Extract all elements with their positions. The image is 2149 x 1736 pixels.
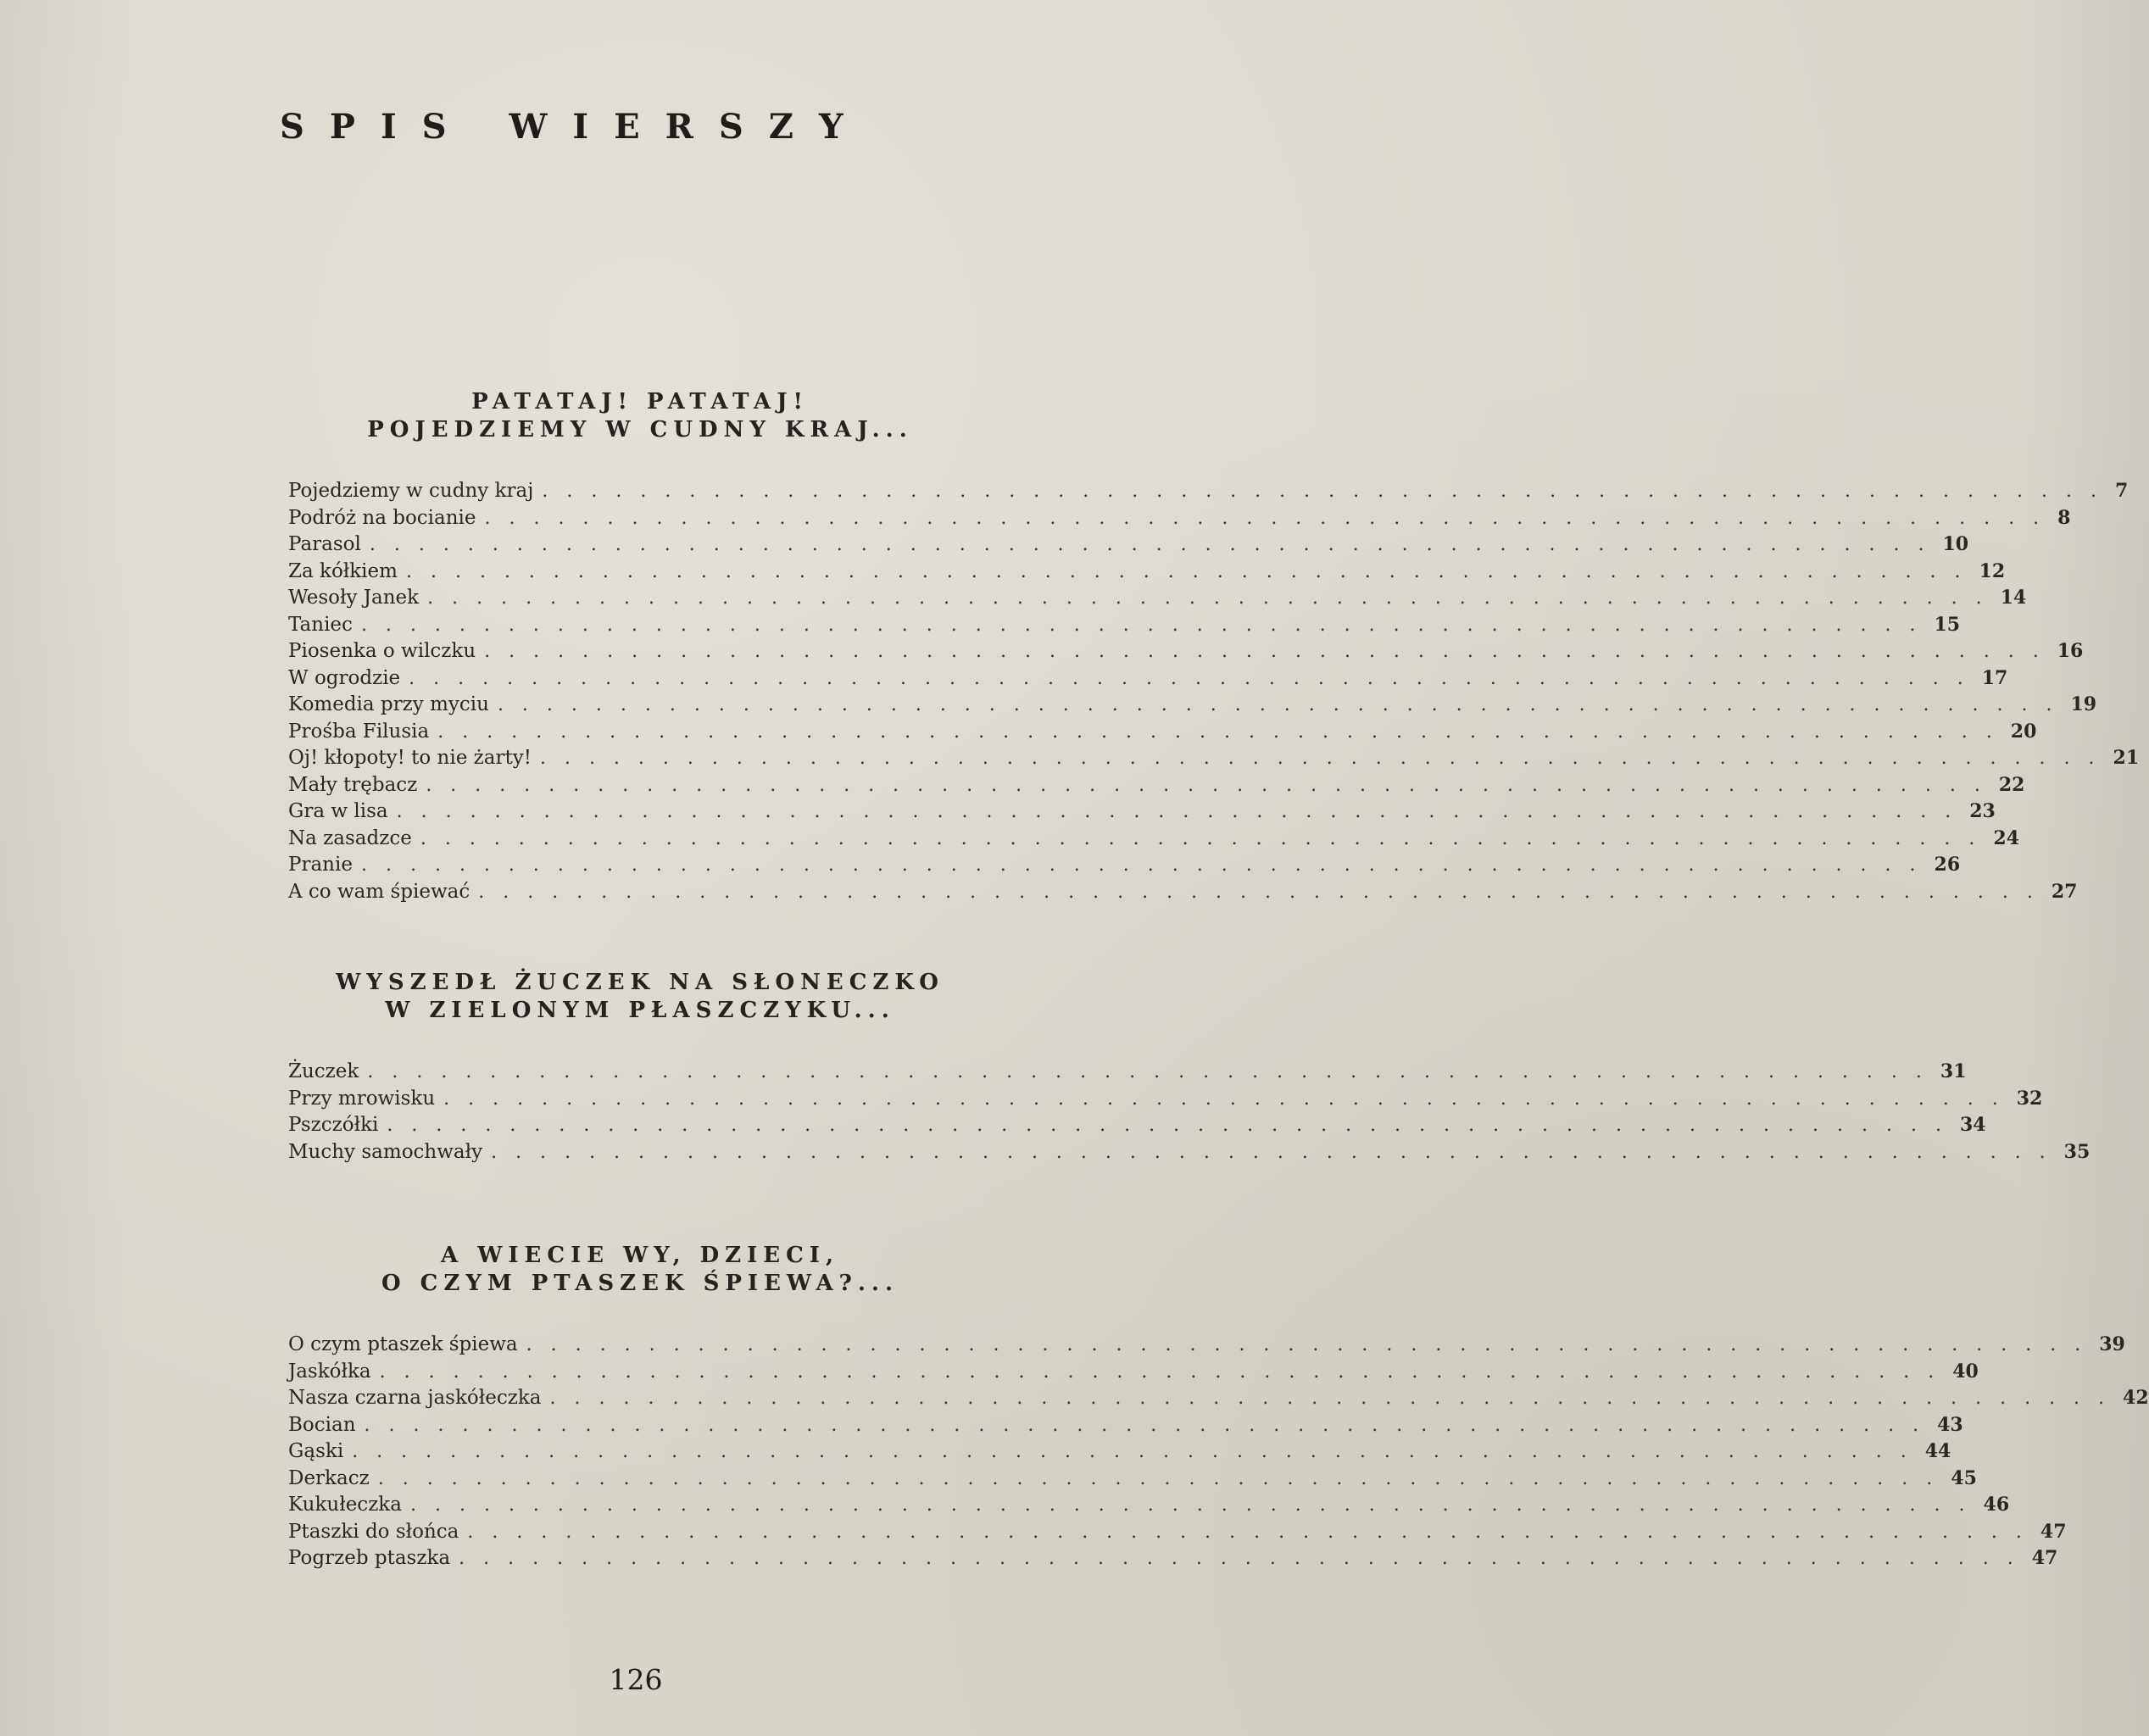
entry-title: Pszczółki [288,1114,379,1136]
section-heading-line1: WYSZEDŁ ŻUCZEK NA SŁONECZKO [336,970,944,995]
toc-entry [288,480,2129,507]
section-heading-line2: W ZIELONYM PŁASZCZYKU... [385,998,895,1023]
entry-title: Pojedziemy w cudny kraj [288,480,534,502]
toc-entry [288,1087,2043,1115]
page-number: 126 [609,1663,663,1696]
toc-entry [288,1466,1977,1494]
entry-page: 21 [2113,747,2140,769]
leader-dots: ................................................................ [360,854,1935,876]
leader-dots: ................................................................ [459,1548,2032,1569]
entry-title: Przy mrowisku [288,1087,436,1110]
entry-title: Żuczek [288,1060,359,1082]
entry-page: 12 [1979,559,2006,582]
leader-dots: ................................................................ [526,1334,2100,1355]
entry-title: Na zasadzce [288,826,412,849]
toc-entry [288,613,1961,641]
entry-title: Ptaszki do słońca [288,1520,459,1543]
section-heading [288,1242,992,1298]
leader-dots: ................................................................ [467,1521,2040,1543]
entry-page: 39 [2099,1333,2125,1355]
toc-entry [288,1387,2149,1414]
toc-entry [288,826,2020,854]
section-heading-line1: A WIECIE WY, DZIECI, [440,1243,840,1268]
toc-entry [288,559,2006,587]
entry-title: Wesoły Janek [288,587,420,609]
toc-entry [288,666,2008,694]
toc-entry [288,854,1961,881]
entry-page: 7 [2114,480,2129,502]
toc-entry [288,1060,1967,1088]
entry-page: 15 [1934,613,1961,636]
leader-dots: ................................................................ [379,1360,1953,1383]
leader-dots: ................................................................ [409,667,1982,689]
toc-entry [288,1520,2067,1548]
toc-entry [288,693,2097,721]
entry-page: 27 [2051,880,2078,903]
entry-title: Jaskółka [288,1360,371,1383]
leader-dots: ................................................................ [427,587,2001,609]
toc-list [288,1060,2091,1167]
entry-page: 26 [1934,854,1961,876]
entry-page: 22 [1998,773,2025,796]
entry-title: Parasol [288,533,361,555]
section-heading [288,388,992,444]
leader-dots: ................................................................ [420,827,1994,849]
entry-title: Za kółkiem [288,559,398,582]
entry-title: Pranie [288,854,353,876]
entry-title: Bocian [288,1413,356,1436]
entry-page: 47 [2040,1520,2067,1543]
entry-page: 10 [1942,533,1969,555]
toc-entry [288,1494,2010,1521]
leader-dots: ................................................................ [360,614,1935,636]
leader-dots: ................................................................ [437,721,2011,743]
section-heading-line2: POJEDZIEMY W CUDNY KRAJ... [367,417,913,442]
entry-title: A co wam śpiewać [288,880,470,903]
entry-page: 45 [1951,1466,1977,1489]
toc-entry [288,720,2037,748]
entry-page: 44 [1924,1440,1951,1462]
toc-entry [288,1547,2058,1574]
entry-title: Muchy samochwały [288,1140,483,1163]
entry-title: Kukułeczka [288,1494,402,1516]
entry-page: 46 [1983,1494,2010,1516]
entry-title: Komedia przy myciu [288,693,489,715]
entry-title: Pogrzeb ptaszka [288,1547,451,1569]
page-title: SPIS WIERSZY [280,107,869,147]
entry-title: O czym ptaszek śpiewa [288,1333,518,1355]
toc-entry [288,880,2078,908]
leader-dots: ................................................................ [369,534,1943,555]
entry-title: Derkacz [288,1466,370,1489]
entry-page: 14 [2000,587,2027,609]
leader-dots: ................................................................ [377,1467,1951,1489]
toc-section-2 [288,969,2091,1167]
entry-page: 43 [1937,1413,1963,1436]
toc-entry [288,1413,1963,1441]
toc-entry [288,1440,1951,1467]
leader-dots: ................................................................ [409,1494,1984,1516]
leader-dots: ................................................................ [443,1088,2017,1110]
toc-entry [288,773,2025,801]
entry-title: Taniec [288,613,353,636]
leader-dots: ................................................................ [497,694,2071,715]
toc-entry [288,1114,1986,1141]
entry-page: 35 [2063,1140,2091,1163]
entry-title: Piosenka o wilczku [288,640,476,662]
toc-entry [288,640,2084,667]
toc-entry [288,533,1969,560]
entry-page: 40 [1952,1360,1979,1383]
leader-dots: ................................................................ [367,1061,1940,1082]
section-heading [288,969,992,1025]
section-heading-line1: PATATAJ! PATATAJ! [471,389,809,415]
entry-page: 47 [2031,1547,2058,1569]
leader-dots: ................................................................ [396,801,1970,822]
entry-page: 31 [1940,1060,1967,1082]
entry-page: 34 [1959,1114,1986,1136]
entry-title: Oj! kłopoty! to nie żarty! [288,747,532,769]
leader-dots: ................................................................ [491,1141,2064,1163]
entry-title: Nasza czarna jaskółeczka [288,1387,542,1409]
entry-title: Podróż na bocianie [288,506,476,529]
entry-title: Prośba Filusia [288,720,430,743]
entry-page: 16 [2057,640,2084,662]
entry-page: 20 [2010,720,2037,743]
entry-page: 24 [1993,826,2020,849]
leader-dots: ................................................................ [426,774,1999,796]
leader-dots: ................................................................ [484,507,2058,529]
leader-dots: ................................................................ [478,881,2052,903]
entry-page: 19 [2070,693,2097,715]
entry-title: W ogrodzie [288,666,401,689]
leader-dots: ................................................................ [405,560,1979,582]
leader-dots: ................................................................ [364,1414,1938,1436]
entry-title: Gąski [288,1440,344,1462]
toc-list [288,1333,2149,1574]
leader-dots: ................................................................ [484,641,2057,662]
section-heading-line2: O CZYM PTASZEK ŚPIEWA?... [381,1271,899,1296]
entry-title: Gra w lisa [288,800,388,822]
leader-dots: ................................................................ [387,1115,1960,1136]
leader-dots: ................................................................ [549,1388,2124,1409]
leader-dots: ................................................................ [539,748,2113,769]
toc-entry [288,747,2140,774]
entry-page: 8 [2057,506,2071,529]
toc-entry [288,506,2071,534]
toc-section-1 [288,388,2140,907]
leader-dots: ................................................................ [542,481,2115,502]
entry-page: 17 [1981,666,2008,689]
leader-dots: ................................................................ [352,1441,1925,1462]
toc-entry [288,1360,1979,1388]
toc-entry [288,587,2027,614]
entry-page: 32 [2016,1087,2043,1110]
entry-title: Mały trębacz [288,773,418,796]
toc-list [288,480,2140,907]
toc-section-3 [288,1242,2149,1574]
toc-entry [288,1333,2125,1360]
entry-page: 42 [2123,1387,2149,1409]
toc-entry [288,800,1996,827]
toc-entry [288,1140,2091,1168]
entry-page: 23 [1969,800,1996,822]
